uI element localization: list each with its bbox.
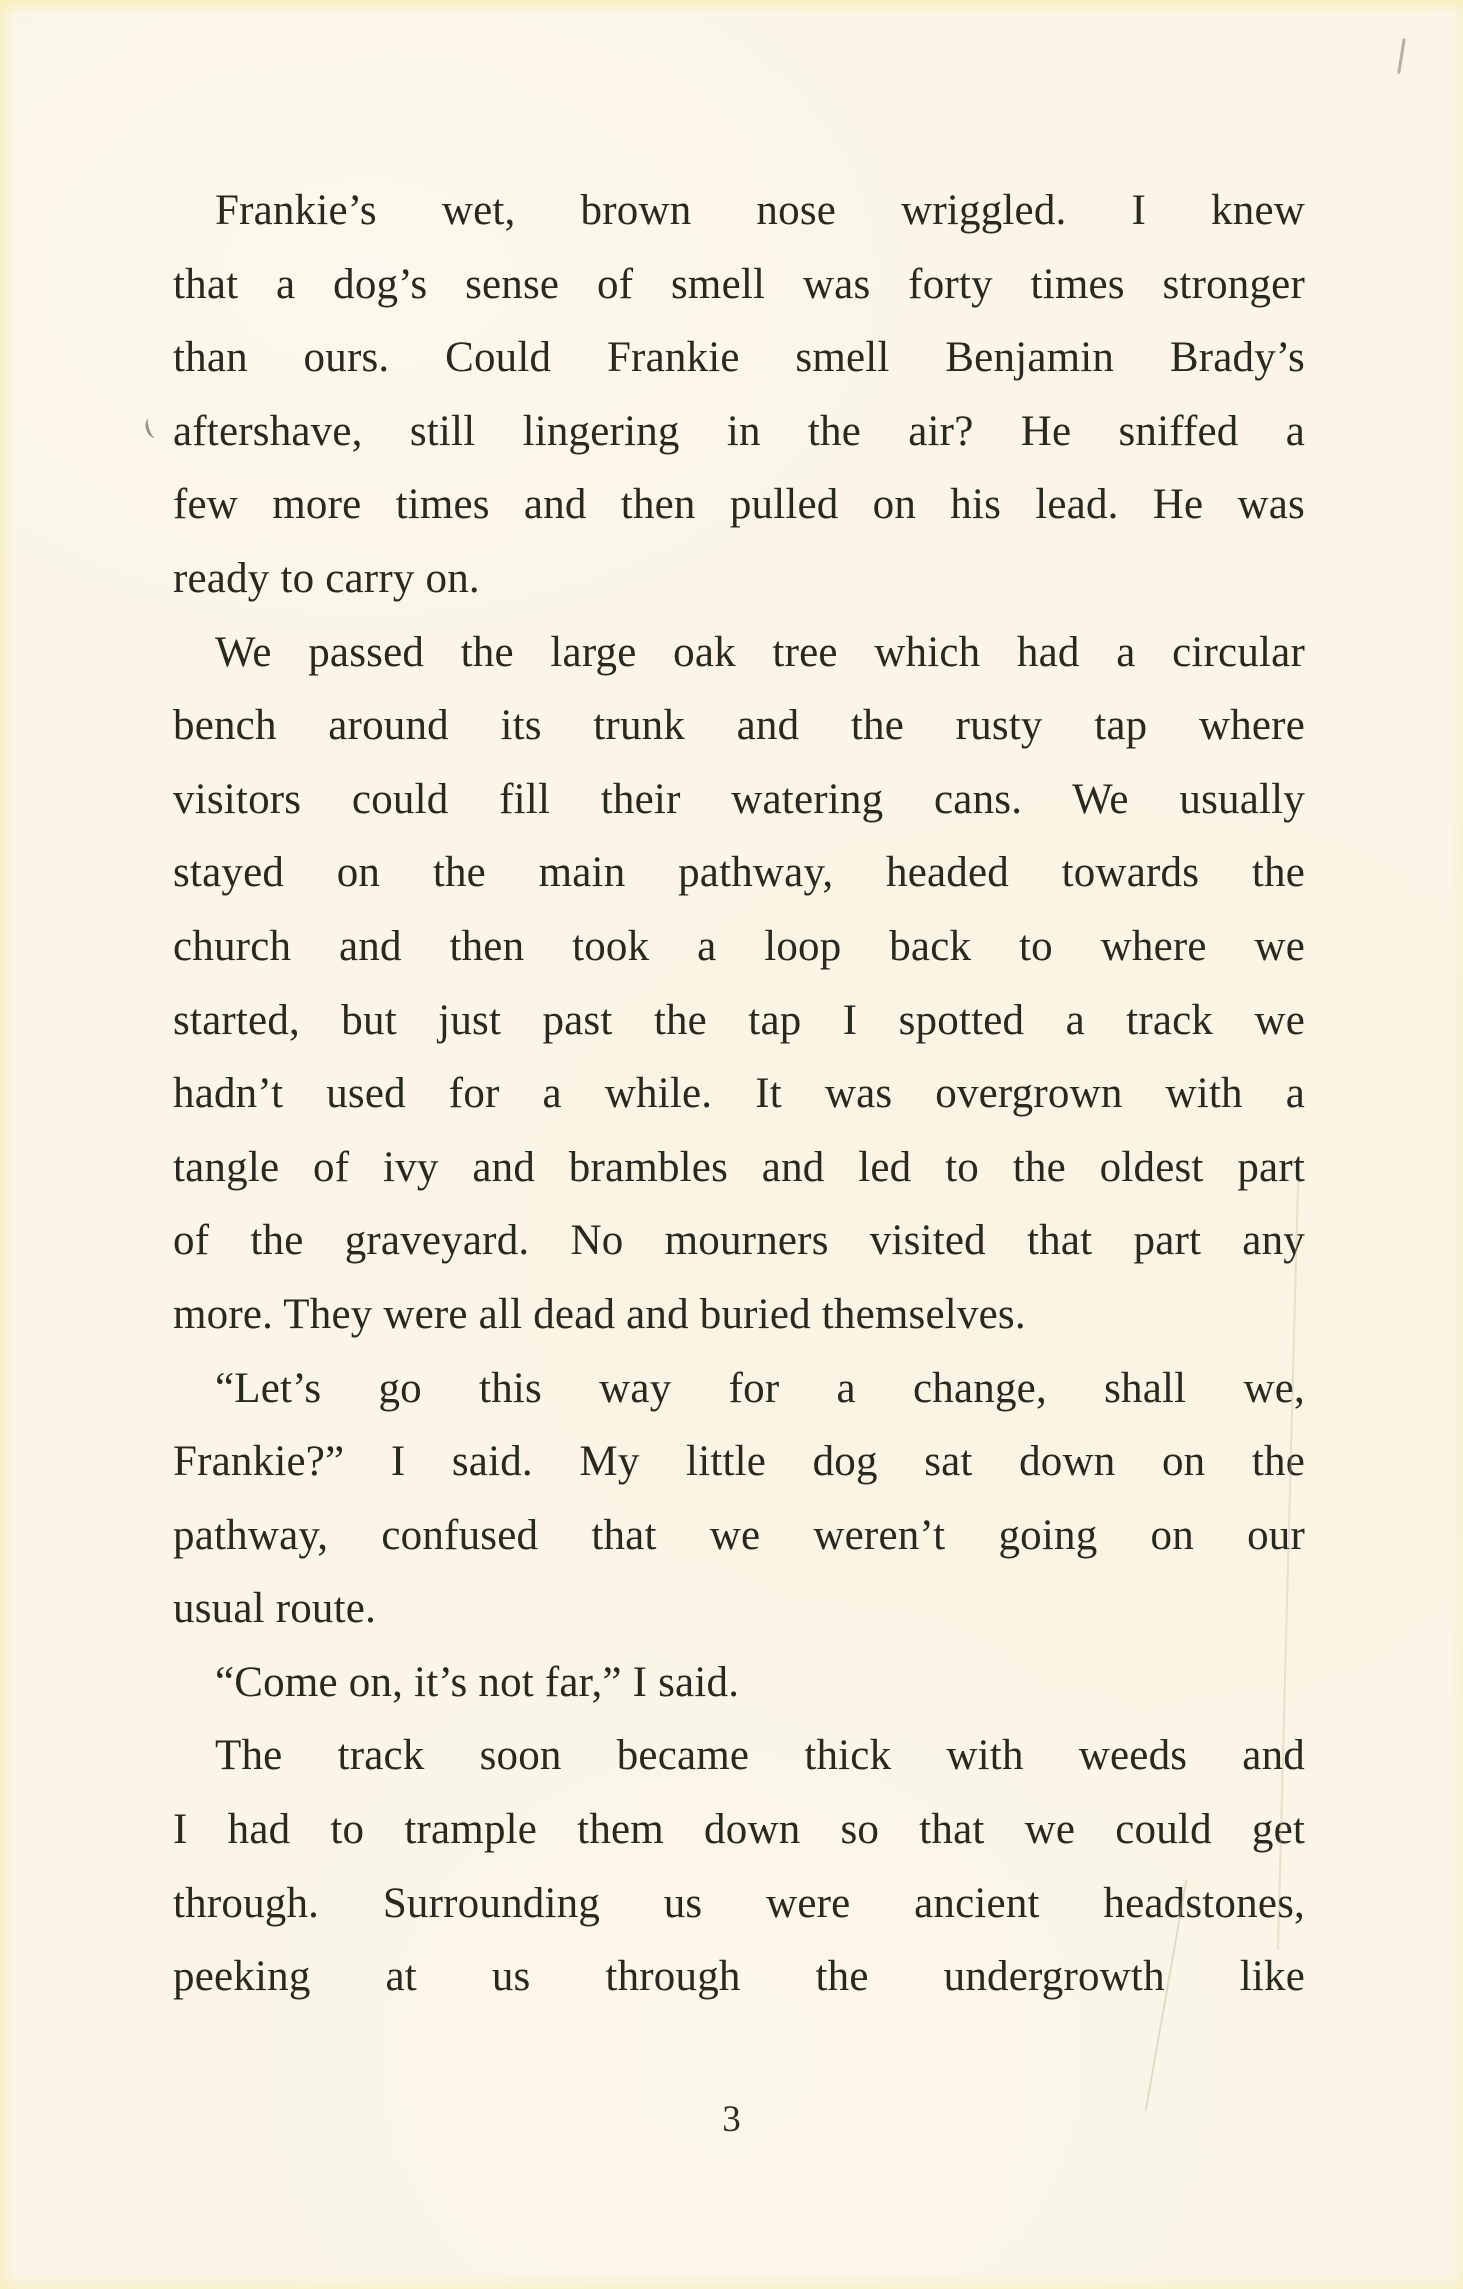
text-line: “Let’s go this way for a change, shall we, — [215, 1364, 1305, 1412]
page-edge-tint-top — [0, 0, 1463, 14]
text-line: more. They were all dead and buried themselves. — [173, 1290, 1026, 1338]
text-line: We passed the large oak tree which had a circular — [215, 628, 1305, 676]
text-line: hadn’t used for a while. It was overgrown with a — [173, 1070, 1305, 1118]
text-line: I had to trample them down so that we could get — [173, 1806, 1305, 1854]
page-edge-tint-left — [0, 0, 16, 2289]
text-line: church and then took a loop back to where we — [173, 922, 1305, 970]
text-line: than ours. Could Frankie smell Benjamin Brady’s — [173, 334, 1305, 382]
text-line: The track soon became thick with weeds and — [215, 1732, 1305, 1780]
paragraph-3 — [173, 1352, 1305, 1646]
text-line: that a dog’s sense of smell was forty times stronger — [173, 260, 1305, 308]
page-edge-tint-right — [1451, 0, 1463, 2289]
text-line: Frankie?” I said. My little dog sat down on the — [173, 1438, 1305, 1486]
text-line: “Come on, it’s not far,” I said. — [215, 1658, 740, 1706]
paragraph-4 — [173, 1646, 1305, 1720]
text-line: visitors could fill their watering cans. We usually — [173, 775, 1305, 823]
text-line: few more times and then pulled on his lead. He was — [173, 481, 1305, 529]
page-number: 3 — [722, 2099, 741, 2140]
text-line: aftershave, still lingering in the air? He sniffed a — [173, 407, 1305, 455]
text-line: of the graveyard. No mourners visited that part any — [173, 1217, 1305, 1265]
text-line: tangle of ivy and brambles and led to the oldest part — [173, 1143, 1305, 1191]
text-line: bench around its trunk and the rusty tap where — [173, 702, 1305, 750]
text-line: usual route. — [173, 1585, 377, 1633]
scan-speck — [143, 417, 161, 440]
text-line: through. Surrounding us were ancient headstones, — [173, 1879, 1305, 1927]
text-line: peeking at us through the undergrowth like — [173, 1953, 1305, 2001]
text-line: started, but just past the tap I spotted a track we — [173, 996, 1305, 1044]
text-line: stayed on the main pathway, headed towards the — [173, 849, 1305, 897]
text-line: ready to carry on. — [173, 554, 480, 602]
scan-speck — [1397, 38, 1406, 74]
paragraph-5 — [173, 1719, 1305, 2013]
paragraph-1 — [173, 174, 1305, 616]
text-line: Frankie’s wet, brown nose wriggled. I knew — [215, 187, 1305, 234]
text-line: pathway, confused that we weren’t going on our — [173, 1511, 1305, 1559]
paragraph-2 — [173, 616, 1305, 1352]
body-text — [173, 174, 1305, 2014]
page-edge-tint-bottom — [0, 2273, 1463, 2289]
